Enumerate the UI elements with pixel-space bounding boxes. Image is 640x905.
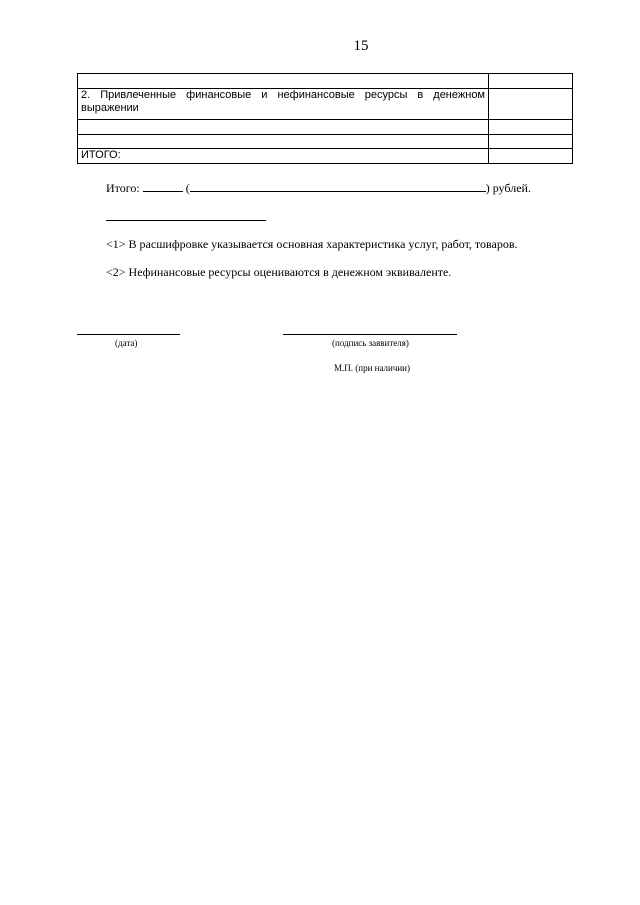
row-value bbox=[489, 74, 573, 89]
signature-line bbox=[283, 334, 457, 335]
footnote-2: <2> Нефинансовые ресурсы оцениваются в денежном эквиваленте. bbox=[106, 265, 452, 279]
row-value bbox=[489, 120, 573, 135]
totals-amount-blank bbox=[143, 191, 183, 192]
date-line bbox=[77, 334, 180, 335]
page-number: 15 bbox=[353, 38, 369, 54]
date-label: (дата) bbox=[115, 338, 138, 348]
table-row bbox=[78, 120, 573, 135]
total-value bbox=[489, 149, 573, 164]
footnote-separator bbox=[106, 220, 266, 221]
row-label bbox=[78, 120, 489, 135]
totals-line bbox=[106, 181, 531, 196]
totals-suffix: ) рублей. bbox=[485, 181, 531, 195]
table-row bbox=[78, 135, 573, 149]
totals-prefix: Итого: bbox=[106, 181, 140, 195]
table-row bbox=[78, 74, 573, 89]
table-row-total bbox=[78, 149, 573, 164]
row-label bbox=[78, 74, 489, 89]
totals-words-blank bbox=[190, 191, 486, 192]
totals-open-paren: ( bbox=[185, 181, 190, 195]
row-value bbox=[489, 89, 573, 120]
resources-table bbox=[77, 73, 573, 164]
total-label: ИТОГО: bbox=[78, 149, 489, 164]
table-row bbox=[78, 89, 573, 120]
signature-label: (подпись заявителя) bbox=[332, 338, 409, 348]
stamp-label: М.П. (при наличии) bbox=[334, 363, 410, 373]
row-value bbox=[489, 135, 573, 149]
row-label-attracted-resources: 2. Привлеченные финансовые и нефинансовые ресурсы в денежном выражении bbox=[78, 89, 489, 120]
footnote-1: <1> В расшифровке указывается основная характеристика услуг, работ, товаров. bbox=[106, 237, 518, 251]
row-label bbox=[78, 135, 489, 149]
